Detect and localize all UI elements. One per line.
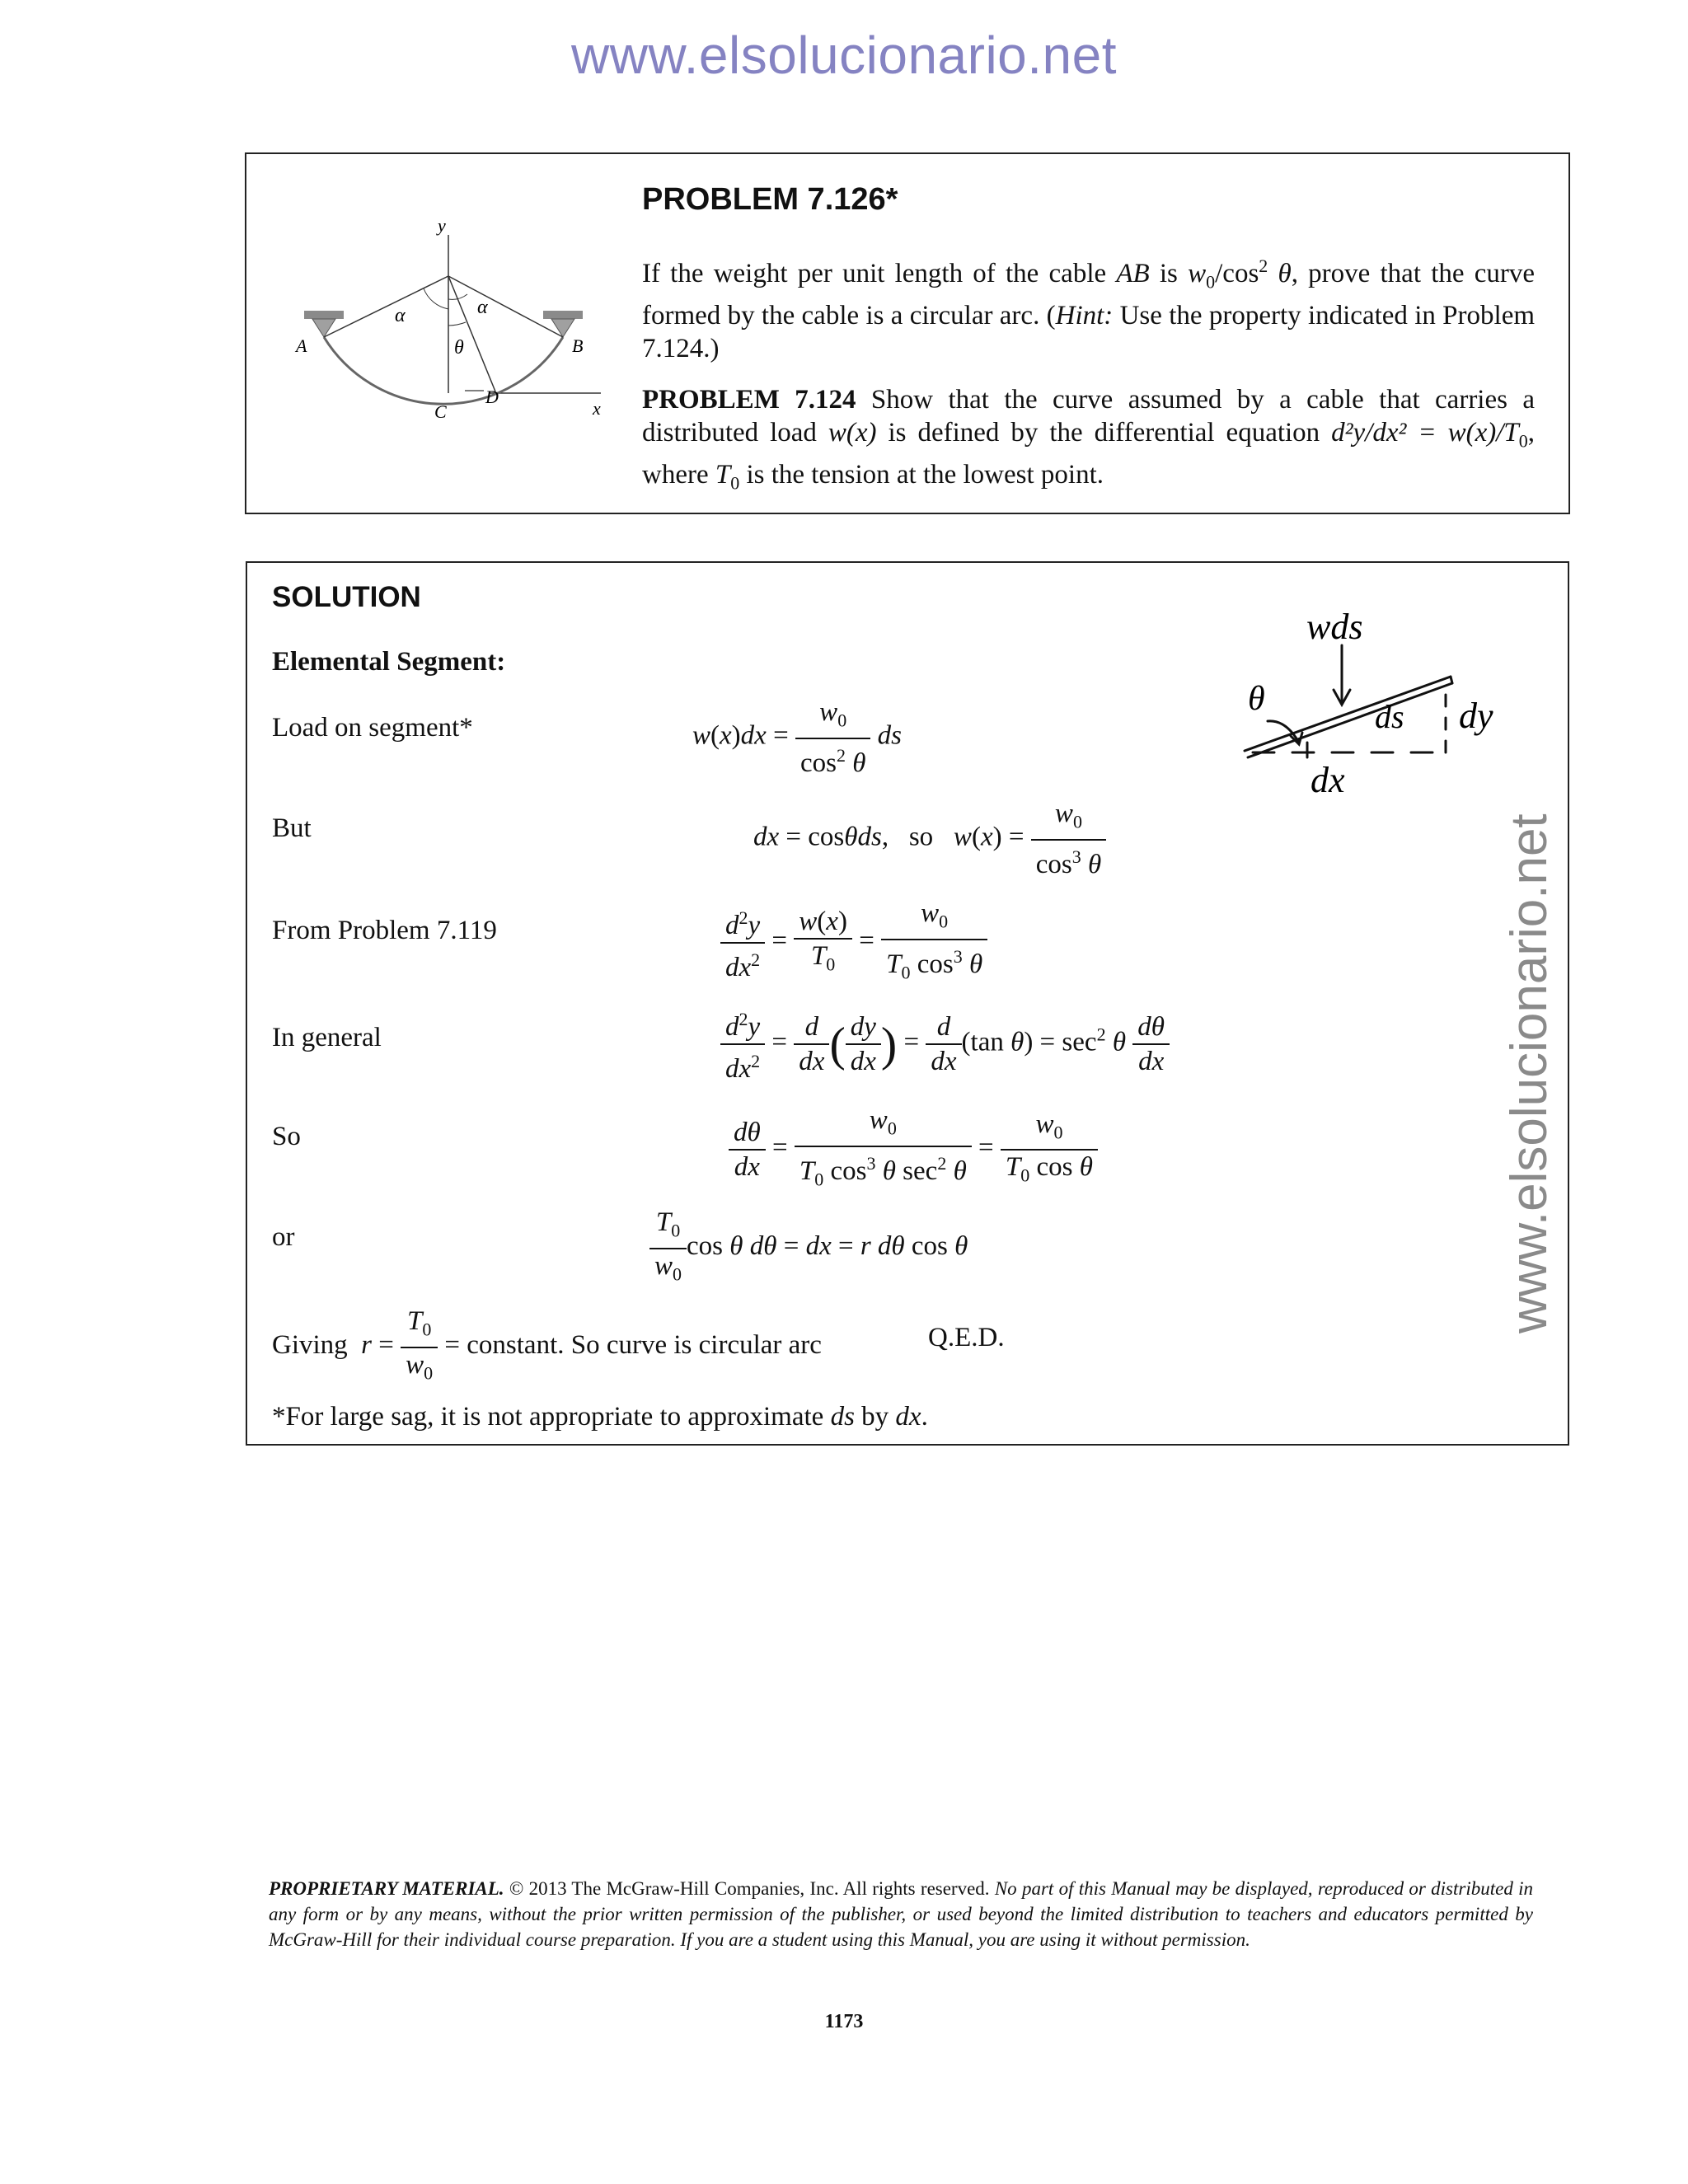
sketch-dy: dy xyxy=(1459,696,1493,736)
support-a xyxy=(304,311,344,337)
cable-arc xyxy=(324,337,563,404)
label-d: D xyxy=(485,387,499,407)
row-label-or: or xyxy=(272,1222,295,1252)
copyright-footer: PROPRIETARY MATERIAL. © 2013 The McGraw-Hill Companies, Inc. All rights reserved. No part of this Manual may be displayed, reproduced or distributed in any form or by any means, without the prior written permission of the publisher, or used beyond the limited distribution to teachers and educators permitted by McGraw-Hill for their individual course preparation. If you are a student using this Manual, you are using it without permission. xyxy=(269,1878,1533,1950)
cable-figure xyxy=(279,220,626,434)
label-alpha-left: α xyxy=(395,305,406,326)
row-label-load: Load on segment* xyxy=(272,713,473,743)
radius-right xyxy=(448,276,563,337)
eq-load: w(x)dx = $\frac{w_0}{\cos^2 \theta}$ ds xyxy=(692,697,903,778)
label-theta: θ xyxy=(454,337,464,359)
eq-or: $\frac{T_0}{w_0}$ cos θ dθ = dx = r dθ cos θ xyxy=(649,1207,968,1289)
watermark-top: www.elsolucionario.net xyxy=(571,26,1117,85)
sketch-wds: wds xyxy=(1306,607,1363,647)
row-label-from: From Problem 7.119 xyxy=(272,916,497,945)
support-b xyxy=(543,311,583,337)
label-y: y xyxy=(438,220,446,236)
eq-from: $\frac{d^2y}{dx^2}$ = $\frac{w(x)}{T_0}$ = $\frac{w_0}{T_0 \cos^3 \theta}$ xyxy=(720,898,987,987)
eq-general: $\frac{d^2y}{dx^2}$ = $\frac{d}{dx}$ ( $\frac{dy}{dx}$ ) = $\frac{d}{dx}$ (tan $\theta) = \sec^2 \theta$ $\frac{d\theta}{dx}$ xyxy=(720,1005,1170,1084)
row-label-but: But xyxy=(272,813,312,843)
problem-title: PROBLEM 7.126* xyxy=(642,182,898,217)
footnote: *For large sag, it is not appropriate to approximate ds by dx. xyxy=(272,1402,928,1432)
label-b: B xyxy=(572,335,584,356)
label-alpha-right: α xyxy=(477,297,488,318)
solution-title: SOLUTION xyxy=(272,581,421,613)
eq-but: dx = cosθds, so w(x) = $\frac{w_0}{\cos^3 \theta}$ xyxy=(753,799,1106,879)
segment-sketch xyxy=(1236,604,1550,802)
row-label-so: So xyxy=(272,1122,301,1151)
reference-problem: PROBLEM 7.124 Show that the curve assumed by a cable that carries a distributed load w(x) is defined by the differential equation $d^2y/dx^2 = w(x)/T_0$, where $T_0$ is the tension at the lowest point. xyxy=(642,385,1535,494)
sketch-dx: dx xyxy=(1311,760,1345,800)
solution-box xyxy=(246,561,1569,1446)
label-c: C xyxy=(434,401,447,422)
watermark-side: www.elsolucionario.net xyxy=(1501,813,1558,1333)
radius-left xyxy=(324,276,448,337)
eq-giving: Giving r = $\frac{T_0}{w_0}$ = constant. So curve is circular arc xyxy=(272,1306,822,1384)
sketch-ds: ds xyxy=(1375,698,1404,735)
page-number: 1173 xyxy=(824,2011,864,2032)
problem-box xyxy=(245,152,1570,514)
radius-theta xyxy=(448,276,495,391)
problem-statement: If the weight per unit length of the cable AB is $w_0/\cos^2$ θ, prove that the curve formed by the cable is a circular arc. (Hint: Use the property indicated in Problem 7.124.) xyxy=(642,255,1536,363)
sketch-theta: θ xyxy=(1248,680,1265,718)
eq-so: $\frac{d\theta}{dx}$ = $\frac{w_0}{T_0 \cos^3 \theta \sec^2 \theta}$ = $\frac{w_0}{T_0 \cos \theta}$ xyxy=(729,1105,1098,1194)
solution-subtitle: Elemental Segment: xyxy=(272,647,506,677)
qed: Q.E.D. xyxy=(928,1323,1005,1352)
row-label-general: In general xyxy=(272,1023,382,1052)
label-x: x xyxy=(593,398,601,419)
label-a: A xyxy=(296,335,307,356)
